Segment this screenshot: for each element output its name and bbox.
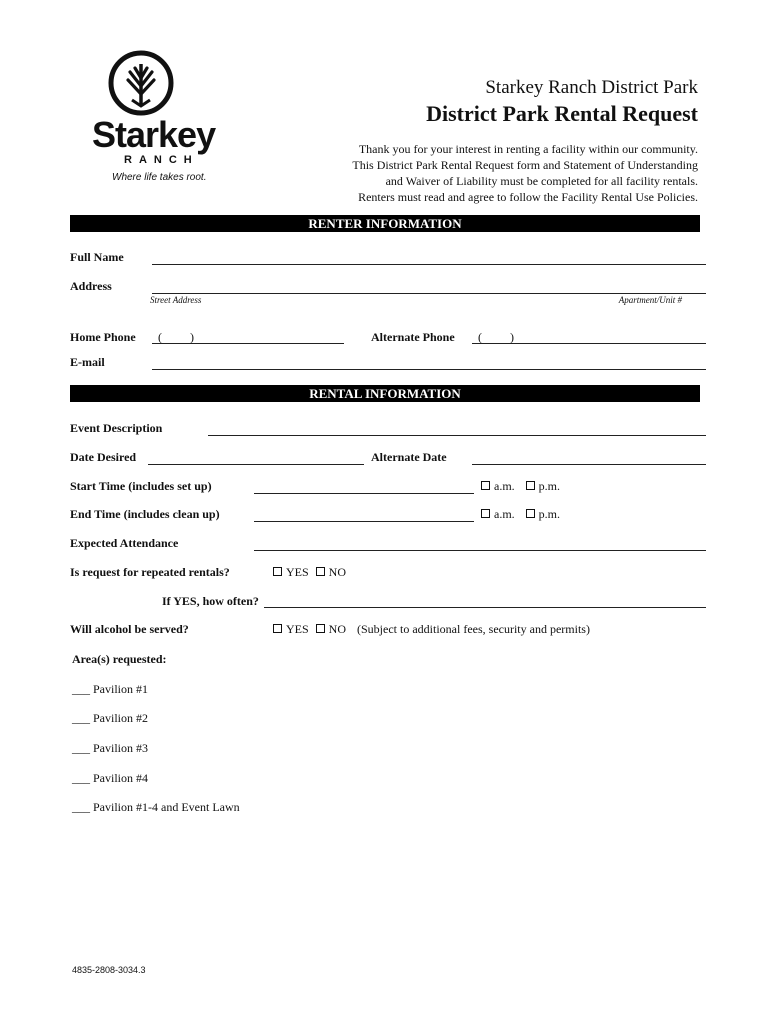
alternate-phone-label: Alternate Phone: [371, 330, 455, 344]
end-pm-checkbox[interactable]: [526, 509, 535, 518]
home-phone-field[interactable]: [152, 343, 344, 344]
logo-brand: Starkey: [92, 114, 216, 155]
page-title: District Park Rental Request: [426, 101, 698, 126]
end-time-ampm: a.m. p.m.: [481, 507, 560, 522]
date-desired-label: Date Desired: [70, 450, 137, 464]
tree-emblem-icon: [108, 50, 174, 116]
start-time-field[interactable]: [254, 493, 474, 494]
intro-line: Thank you for your interest in renting a facility within our community.: [358, 142, 698, 156]
event-description-field[interactable]: [208, 435, 706, 436]
alcohol-yes-checkbox[interactable]: [273, 624, 282, 633]
rental-section-header: RENTAL INFORMATION: [70, 385, 700, 402]
street-address-hint: Street Address: [150, 295, 202, 305]
end-am-checkbox[interactable]: [481, 509, 490, 518]
end-time-label: End Time (includes clean up): [70, 507, 220, 521]
alt-phone-paren-close: ): [510, 330, 514, 344]
renter-section-header: RENTER INFORMATION: [70, 215, 700, 232]
event-description-label: Event Description: [70, 421, 163, 435]
alcohol-no-checkbox[interactable]: [316, 624, 325, 633]
start-time-label: Start Time (includes set up): [70, 479, 212, 493]
area-item-pavilion-2[interactable]: ___ Pavilion #2: [72, 711, 149, 725]
alcohol-note: (Subject to additional fees, security and permits): [357, 622, 590, 636]
start-pm-checkbox[interactable]: [526, 481, 535, 490]
alt-phone-paren-open: (: [478, 330, 482, 344]
full-name-label: Full Name: [70, 250, 124, 264]
alcohol-label: Will alcohol be served?: [70, 622, 189, 636]
logo: [92, 50, 242, 190]
how-often-field[interactable]: [264, 607, 706, 608]
end-time-field[interactable]: [254, 521, 474, 522]
area-item-pavilion-1[interactable]: ___ Pavilion #1: [72, 682, 149, 696]
full-name-field[interactable]: [152, 264, 706, 265]
email-label: E-mail: [70, 355, 105, 369]
how-often-label: If YES, how often?: [162, 594, 259, 608]
alternate-date-label: Alternate Date: [371, 450, 447, 464]
email-field[interactable]: [152, 369, 706, 370]
home-phone-label: Home Phone: [70, 330, 136, 344]
intro-text: [298, 141, 698, 205]
area-item-pavilion-3[interactable]: ___ Pavilion #3: [72, 741, 149, 755]
repeated-rentals-options: YES NO: [273, 565, 346, 580]
logo-sub: RANCH: [124, 154, 199, 166]
intro-line: and Waiver of Liability must be completed for all facility rentals.: [385, 174, 698, 188]
address-label: Address: [70, 279, 112, 293]
home-phone-paren-open: (: [158, 330, 162, 344]
logo-tagline: Where life takes root.: [112, 172, 207, 183]
repeated-no-checkbox[interactable]: [316, 567, 325, 576]
expected-attendance-field[interactable]: [254, 550, 706, 551]
expected-attendance-label: Expected Attendance: [70, 536, 179, 550]
park-name: Starkey Ranch District Park: [485, 77, 698, 98]
start-time-ampm: a.m. p.m.: [481, 479, 560, 494]
intro-line: This District Park Rental Request form and Statement of Understanding: [352, 158, 698, 172]
areas-heading: Area(s) requested:: [72, 652, 167, 666]
alternate-date-field[interactable]: [472, 464, 706, 465]
home-phone-paren-close: ): [190, 330, 194, 344]
repeated-rentals-label: Is request for repeated rentals?: [70, 565, 230, 579]
doc-number: 4835-2808-3034.3: [72, 965, 146, 975]
area-item-pavilion-4[interactable]: ___ Pavilion #4: [72, 771, 149, 785]
repeated-yes-checkbox[interactable]: [273, 567, 282, 576]
date-desired-field[interactable]: [148, 464, 364, 465]
alcohol-options: YES NO (Subject to additional fees, security and permits): [273, 622, 590, 637]
apt-unit-hint: Apartment/Unit #: [618, 295, 682, 305]
start-am-checkbox[interactable]: [481, 481, 490, 490]
intro-line: Renters must read and agree to follow the Facility Rental Use Policies.: [358, 190, 698, 204]
address-field[interactable]: [152, 293, 706, 294]
alternate-phone-field[interactable]: [472, 343, 706, 344]
area-item-pavilion-all-lawn[interactable]: ___ Pavilion #1-4 and Event Lawn: [72, 800, 240, 814]
